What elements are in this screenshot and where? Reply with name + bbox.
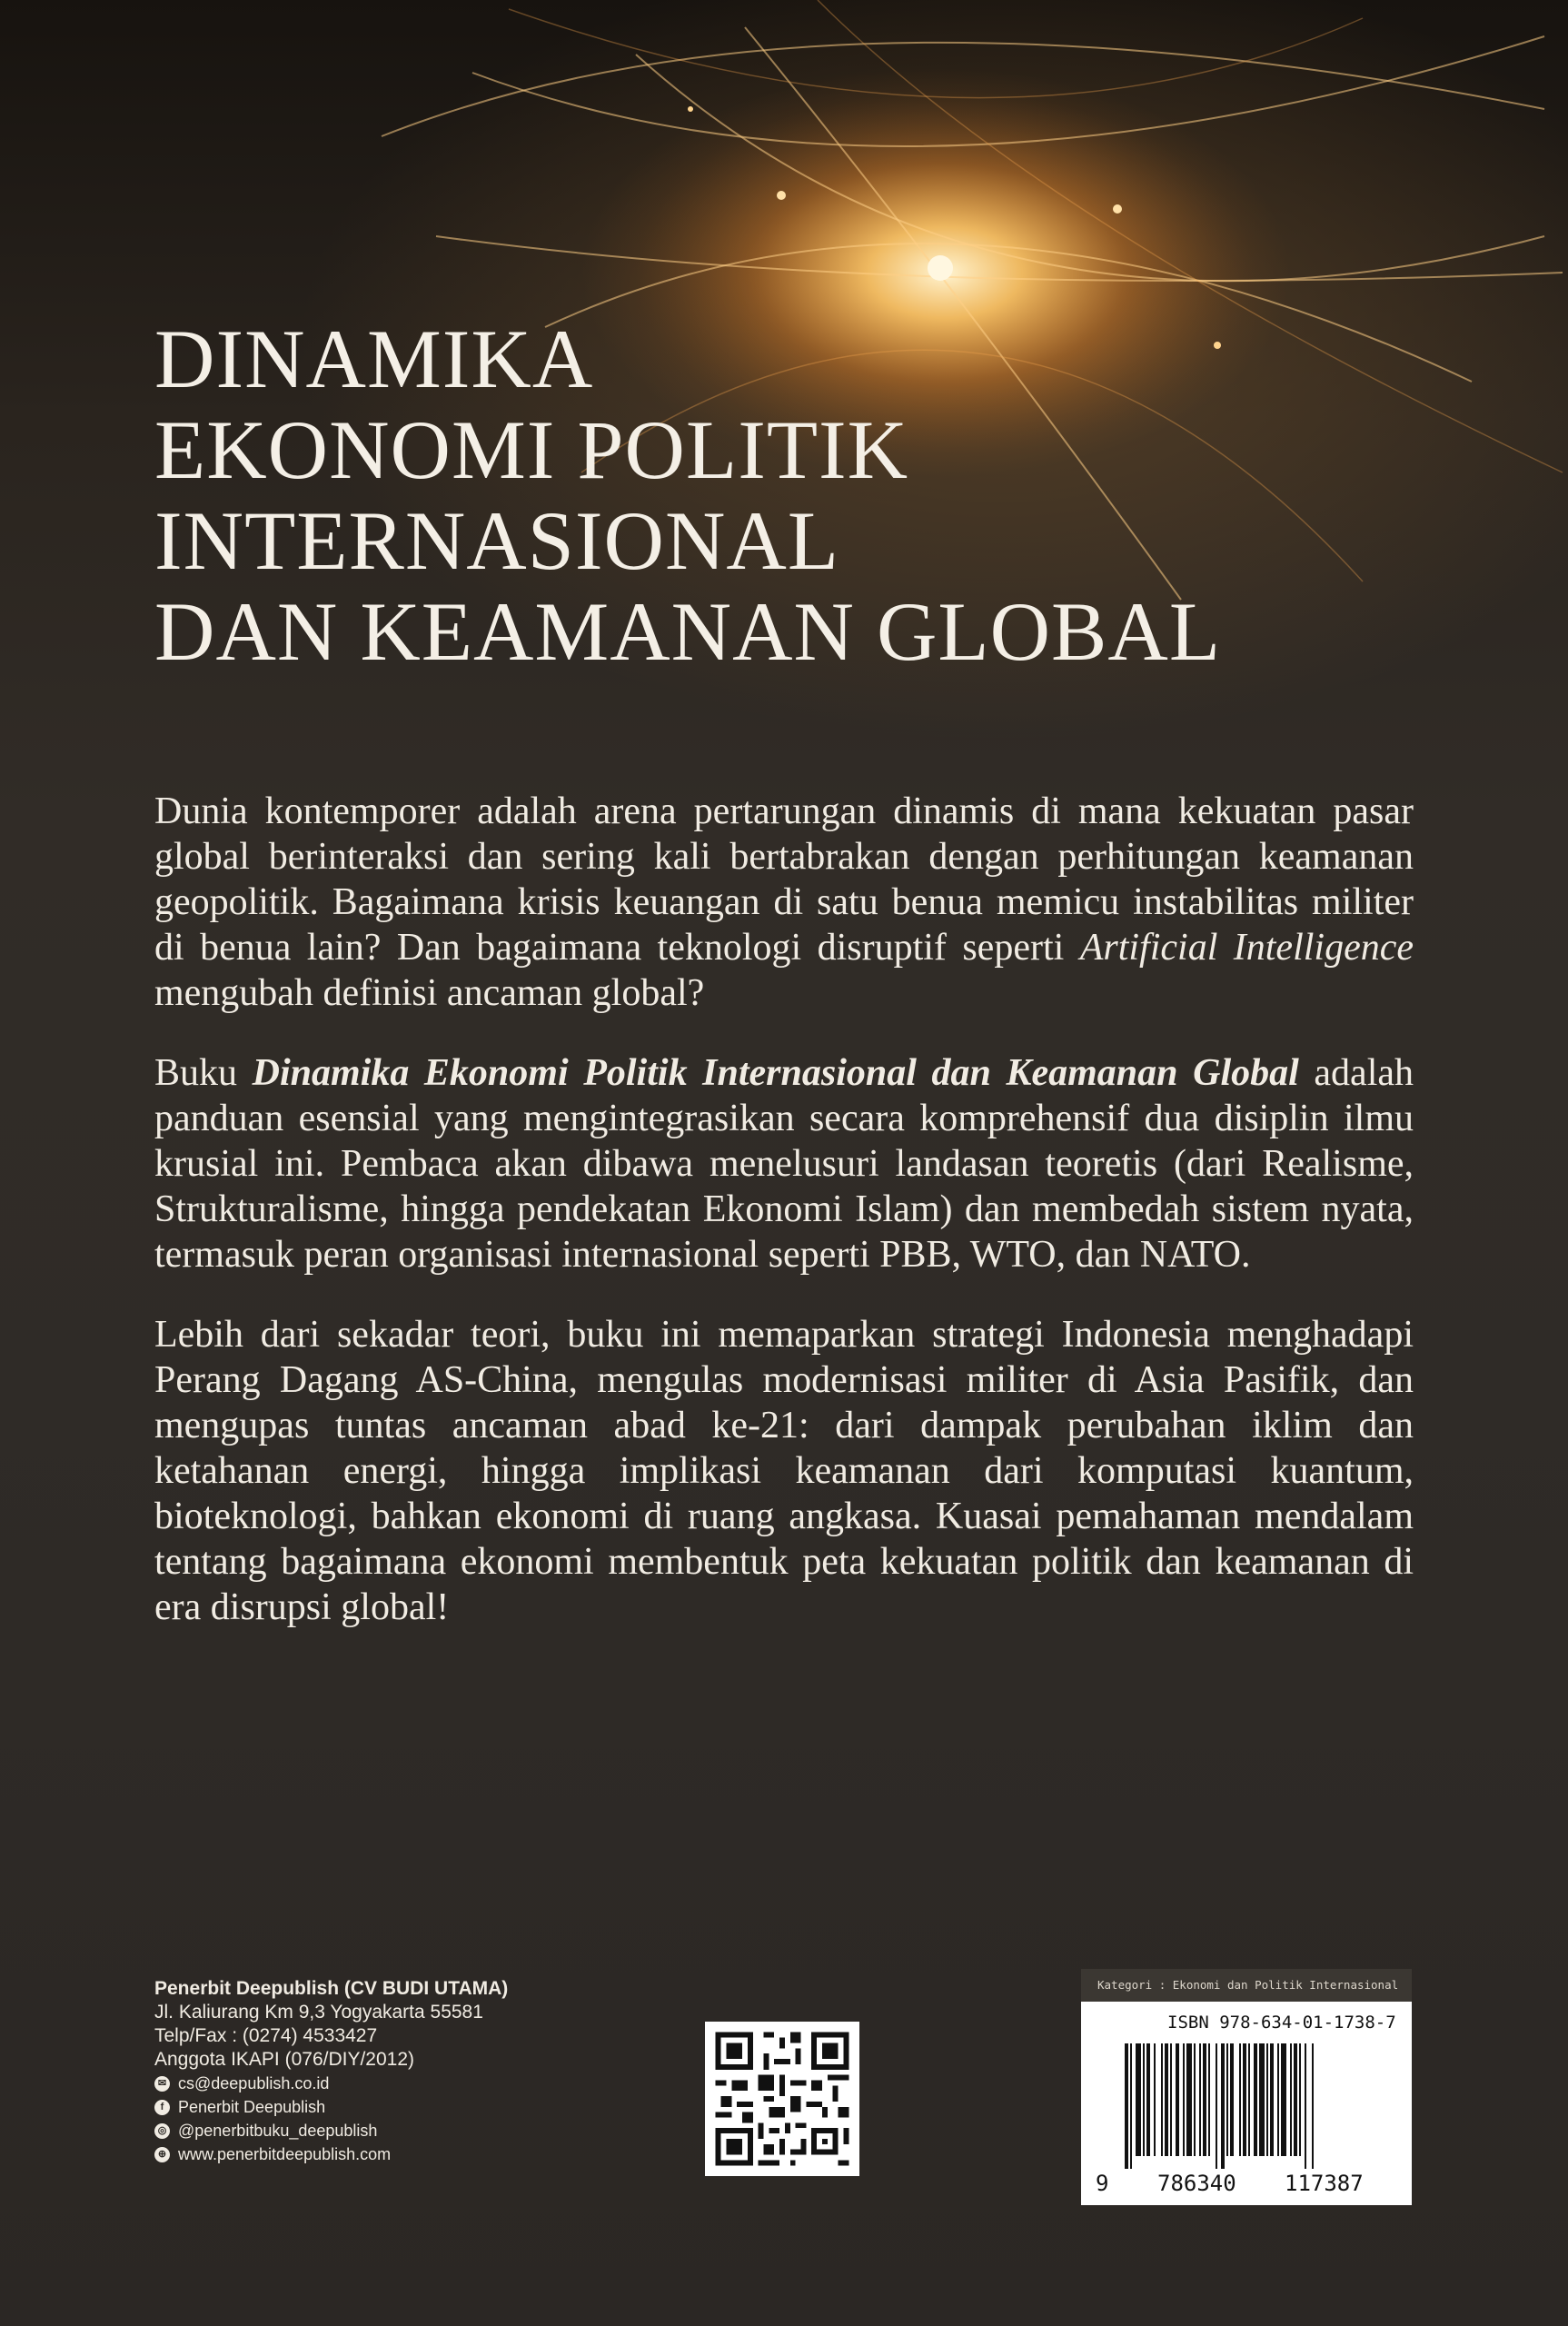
barcode-bar (1305, 2043, 1306, 2169)
barcode-digit-group-2: 117387 (1285, 2171, 1364, 2196)
barcode-bar (1143, 2043, 1145, 2156)
synopsis-paragraph-1 (154, 789, 1414, 1016)
book-title (154, 313, 1221, 677)
email-icon: ✉ (154, 2076, 170, 2092)
barcode-bar (1239, 2043, 1241, 2156)
synopsis-paragraph-3: Lebih dari sekadar teori, buku ini memaparkan strategi Indonesia menghadapi Perang Dagang AS-China, mengulas modernisasi militer di Asia Pasifik, dan mengupas tuntas ancaman abad ke-21: dari dampak perubahan iklim dan ketahanan energi, hingga implikasi keamanan dari komputasi kuantum, bioteknologi, bahkan ekonomi di ruang angkasa. Kuasai pemahaman mendalam tentang bagaimana ekonomi membentuk peta kekuatan politik dan keamanan di era disrupsi global! (154, 1314, 1414, 1628)
barcode-bar (1194, 2043, 1196, 2156)
barcode-bar (1226, 2043, 1228, 2156)
facebook-text: Penerbit Deepublish (178, 2098, 326, 2116)
barcode-bar (1161, 2043, 1163, 2156)
barcode-bar (1290, 2043, 1292, 2156)
barcode-bar (1243, 2043, 1246, 2156)
email-text: cs@deepublish.co.id (178, 2074, 330, 2092)
barcode-bars (1125, 2043, 1368, 2169)
italic-term: Artificial Intelligence (1079, 927, 1414, 969)
publisher-ikapi: Anggota IKAPI (076/DIY/2012) (154, 2049, 415, 2070)
instagram-text: @penerbitbuku_deepublish (178, 2122, 378, 2140)
barcode-bar (1125, 2043, 1128, 2169)
barcode-bar (1270, 2043, 1274, 2156)
barcode-bar (1248, 2043, 1250, 2156)
barcode-bar (1199, 2043, 1201, 2156)
barcode-bar (1146, 2043, 1150, 2156)
barcode-bar (1281, 2043, 1286, 2156)
web-icon: ⊕ (154, 2147, 170, 2162)
barcode-bar (1176, 2043, 1179, 2156)
title-line: INTERNASIONAL (154, 494, 840, 587)
contact-facebook (154, 2095, 508, 2119)
publisher-name: Penerbit Deepublish (CV BUDI UTAMA) (154, 1978, 509, 1999)
instagram-icon: ◎ (154, 2123, 170, 2139)
isbn-text: ISBN 978-634-01-1738-7 (1167, 2013, 1396, 2033)
contact-instagram (154, 2119, 508, 2142)
text-run: mengubah definisi ancaman global? (154, 972, 705, 1014)
barcode-bar (1208, 2043, 1210, 2156)
barcode-digit-first: 9 (1096, 2171, 1109, 2196)
contact-website (154, 2142, 508, 2166)
publisher-info (154, 1977, 508, 2166)
text-run: adalah panduan esensial yang mengintegrasikan secara komprehensif dua disiplin ilmu krusial ini. Pembaca akan dibawa menelusuri landasan teoretis (dari Realisme, Strukturalisme, hingga pendekatan Ekonomi Islam) dan membedah sistem nyata, termasuk peran organisasi internasional seperti PBB, WTO, dan NATO. (154, 1052, 1414, 1276)
barcode-bar (1183, 2043, 1185, 2156)
qr-code (705, 2022, 859, 2176)
barcode-bar (1203, 2043, 1206, 2156)
barcode-bar (1254, 2043, 1257, 2156)
barcode-bar (1221, 2043, 1225, 2169)
text-run: Buku (154, 1052, 253, 1094)
publisher-address: Jl. Kaliurang Km 9,3 Yogyakarta 55581 (154, 2002, 483, 2023)
title-line: EKONOMI POLITIK (154, 403, 909, 496)
title-line: DINAMIKA (154, 313, 594, 405)
barcode-bar (1266, 2043, 1268, 2156)
barcode-bar (1130, 2043, 1132, 2169)
barcode-bar (1277, 2043, 1279, 2156)
facebook-icon: f (154, 2100, 170, 2115)
isbn-barcode-card (1081, 2002, 1412, 2205)
barcode-bar (1165, 2043, 1168, 2156)
barcode-bar (1170, 2043, 1172, 2156)
barcode-block (1081, 1969, 1412, 2205)
website-text: www.penerbitdeepublish.com (178, 2145, 392, 2163)
barcode-digit-group-1: 786340 (1157, 2171, 1236, 2196)
barcode-bar (1294, 2043, 1297, 2156)
barcode-bar (1230, 2043, 1234, 2156)
barcode-bar (1154, 2043, 1156, 2156)
contact-email (154, 2072, 508, 2095)
text-run: Dunia kontemporer adalah arena pertarungan dinamis di mana kekuatan pasar global berinteraksi dan sering kali bertabrakan dengan perhitungan keamanan geopolitik. Bagaimana krisis keuangan di satu benua memicu instabilitas militer di benua lain? Dan bagaimana teknologi disruptif seperti (154, 790, 1414, 969)
barcode-bar (1312, 2043, 1314, 2169)
category-label: Kategori : Ekonomi dan Politik Internasional (1081, 1969, 1412, 2002)
barcode-bar (1136, 2043, 1141, 2156)
barcode-bar (1216, 2043, 1217, 2169)
barcode-bar (1186, 2043, 1192, 2156)
title-line: DAN KEAMANAN GLOBAL (154, 585, 1222, 678)
book-title-inline: Dinamika Ekonomi Politik Internasional dan Keamanan Global (252, 1052, 1299, 1094)
barcode-bar (1259, 2043, 1265, 2156)
synopsis-paragraph-2 (154, 1050, 1414, 1277)
barcode-bar (1299, 2043, 1301, 2156)
publisher-phone: Telp/Fax : (0274) 4533427 (154, 2025, 378, 2046)
synopsis (154, 789, 1414, 1665)
